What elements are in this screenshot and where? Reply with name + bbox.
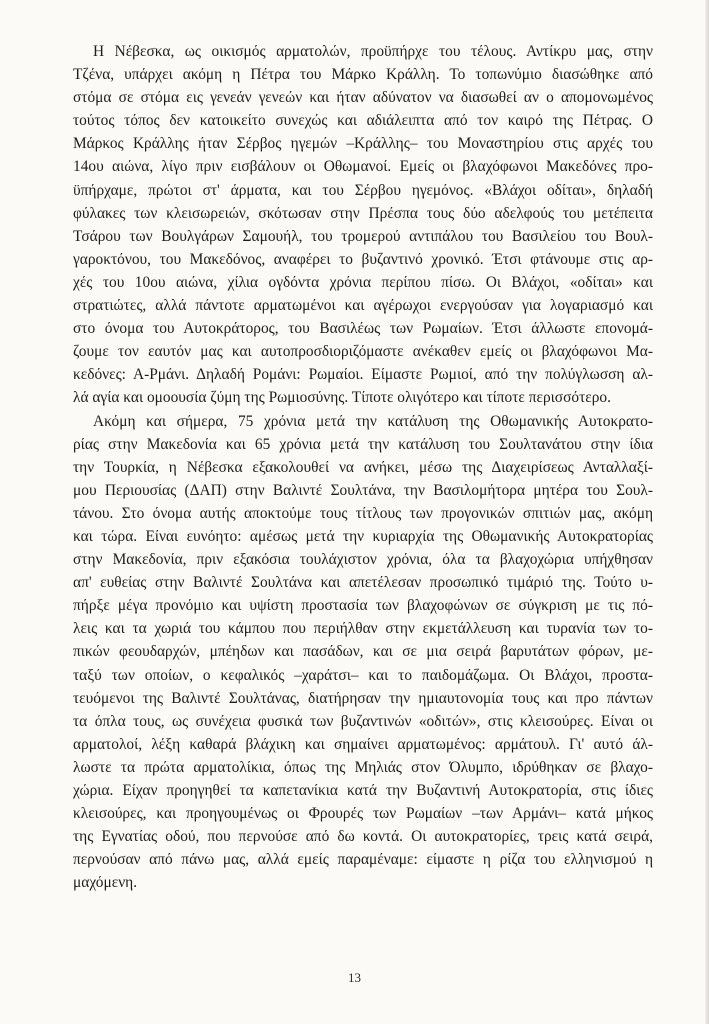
text-line: ζουμε τον εαυτόν μας και αυτοπροσδιοριζόμαστε ανέκαθεν εμείς οι βλαχόφωνοι Μα- [73, 343, 653, 361]
text-line: στόμα σε στόμα εις γενεάν γενεών και ήταν αδύνατον να διασωθεί αν ο απομονωμένος [73, 89, 653, 107]
text-line: λά αγία και ομοουσία ζύμη της Ρωμιοσύνης. Τίποτε ολιγότερο και τίποτε περισσότερο. [73, 389, 611, 407]
page-number: 13 [348, 970, 361, 985]
text-line: Τσάρου των Βουλγάρων Σαμουήλ, του τρομερού αντιπάλου του Βασιλείου του Βουλ- [73, 227, 653, 245]
text-line: λεις και τα χωριά του κάμπου που περιήλθαν στην εκμετάλλευση και τυρανία των το- [73, 620, 653, 638]
text-line: αρματολοί, λέξη καθαρά βλάχικη και σημαίνει αρματωμένος: αρμάτουλ. Γι' αυτό άλ- [73, 735, 653, 753]
text-line: τούτος τόπος δεν κατοικείτο συνεχώς και αδιάλειπτα από τον καιρό της Πέτρας. Ο [73, 112, 653, 130]
text-line: τάνου. Στο όνομα αυτής αποκτούμε τους τίτλους των προγονικών σπιτιών μας, ακόμη [73, 504, 653, 522]
text-line: στρατιώτες, αλλά πάντοτε αρματωμένοι και αγέρωχοι ενεργούσαν για λογαριασμό και [73, 297, 653, 315]
text-line: ρίας στην Μακεδονία και 65 χρόνια μετά την κατάλυση του Σουλτανάτου στην ίδια [73, 435, 653, 453]
text-line: στην Μακεδονία, πριν εξακόσια τουλάχιστον χρόνια, όλα τα βλαχοχώρια υπήχθησαν [73, 551, 653, 569]
text-line: Μάρκος Κράλλης ήταν Σέρβος ηγεμών –Κράλλης– του Μοναστηρίου στις αρχές του [73, 135, 653, 153]
body-text [73, 40, 653, 894]
text-line: της Εγνατίας οδού, που περνούσε από δω κοντά. Οι αυτοκρατορίες, τρεις κατά σειρά, [73, 828, 653, 846]
text-line: τευόμενοι της Βαλιντέ Σουλτάνας, διατήρησαν την ημιαυτονομία τους και προ πάντων [73, 689, 653, 707]
text-line: 14ου αιώνα, λίγο πριν εισβάλουν οι Οθωμανοί. Εμείς οι βλαχόφωνοι Μακεδόνες προ- [73, 158, 653, 176]
text-line: και τώρα. Είναι ευνόητο: αμέσως μετά την κυριαρχία της Οθωμανικής Αυτοκρατορίας [73, 527, 653, 545]
text-line: λωστε τα πρώτα αρματολίκια, όπως της Μηλιάς στον Όλυμπο, ιδρύθηκαν σε βλαχο- [73, 758, 653, 776]
page-binding-edge [705, 0, 709, 1024]
text-line: πήρξε μέγα προνόμιο και υψίστη προστασία των βλαχοφώνων σε σύγκριση με τις πό- [73, 597, 653, 615]
text-line: χές του 10ου αιώνα, χίλια ογδόντα χρόνια περίπου πίσω. Οι Βλάχοι, «οδίται» και [73, 273, 653, 291]
text-line: μου Περιουσίας (ΔΑΠ) στην Βαλιντέ Σουλτάνα, την Βασιλομήτορα μητέρα του Σουλ- [73, 481, 653, 499]
text-line: κεδόνες: Α-Ρμάνι. Δηλαδή Ρομάνι: Ρωμαίοι. Είμαστε Ρωμιοί, από την πολύγλωσση αλ- [73, 366, 653, 384]
text-line: απ' ευθείας στην Βαλιντέ Σουλτάνα και απετέλεσαν προσωπικό τιμάριό της. Τούτο υ- [73, 574, 653, 592]
paragraph [73, 410, 653, 895]
text-line: γαροκτόνου, του Μακεδόνος, αναφέρει το βυζαντινό χρονικό. Έτσι φτάνουμε στις αρ- [73, 250, 653, 268]
text-line: ταξύ των οποίων, ο κεφαλικός –χαράτσι– και το παιδομάζωμα. Οι Βλάχοι, προστα- [73, 666, 653, 684]
text-line: τα όπλα τους, ως συνέχεια φυσικά των βυζαντινών «οδιτών», στις κλεισούρες. Είναι οι [73, 712, 653, 730]
paragraph [73, 40, 653, 410]
text-line: ϋπήρχαμε, πρώτοι στ' άρματα, και του Σέρβου ηγεμόνος. «Βλάχοι οδίται», δηλαδή [73, 181, 653, 199]
text-line: Η Νέβεσκα, ως οικισμός αρματολών, προϋπήρχε του τέλους. Αντίκρυ μας, στην [93, 43, 653, 60]
text-line: μαχόμενη. [73, 874, 138, 892]
text-line: την Τουρκία, η Νέβεσκα εξακολουθεί να ανήκει, μέσω της Διαχειρίσεως Ανταλλαξί- [73, 458, 653, 476]
text-line: φύλακες των κλεισωρειών, σκότωσαν στην Πρέσπα τους δύο αδελφούς του μετέπειτα [73, 204, 653, 222]
text-line: Τζένα, υπάρχει ακόμη η Πέτρα του Μάρκο Κράλλη. Το τοπωνύμιο διασώθηκε από [73, 66, 653, 84]
text-line: στο όνομα του Αυτοκράτορος, του Βασιλέως των Ρωμαίων. Έτσι άλλωστε επονομά- [73, 320, 653, 338]
text-line: κλεισούρες, και προηγουμένως οι Φρουρές των Ρωμαίων –των Αρμάνι– κατά μήκος [73, 805, 653, 823]
text-line: Ακόμη και σήμερα, 75 χρόνια μετά την κατάλυση της Οθωμανικής Αυτοκρατο- [93, 412, 653, 430]
text-line: πικών φεουδαρχών, μπέηδων και πασάδων, και σε μια σειρά βαρυτάτων φόρων, με- [73, 643, 653, 661]
text-line: περνούσαν από πάνω μας, αλλά εμείς παραμέναμε: είμαστε η ρίζα του ελληνισμού η [73, 851, 653, 869]
text-line: χώρια. Είχαν προηγηθεί τα καπετανίκια κατά την Βυζαντινή Αυτοκρατορία, στις ίδιες [73, 782, 653, 799]
